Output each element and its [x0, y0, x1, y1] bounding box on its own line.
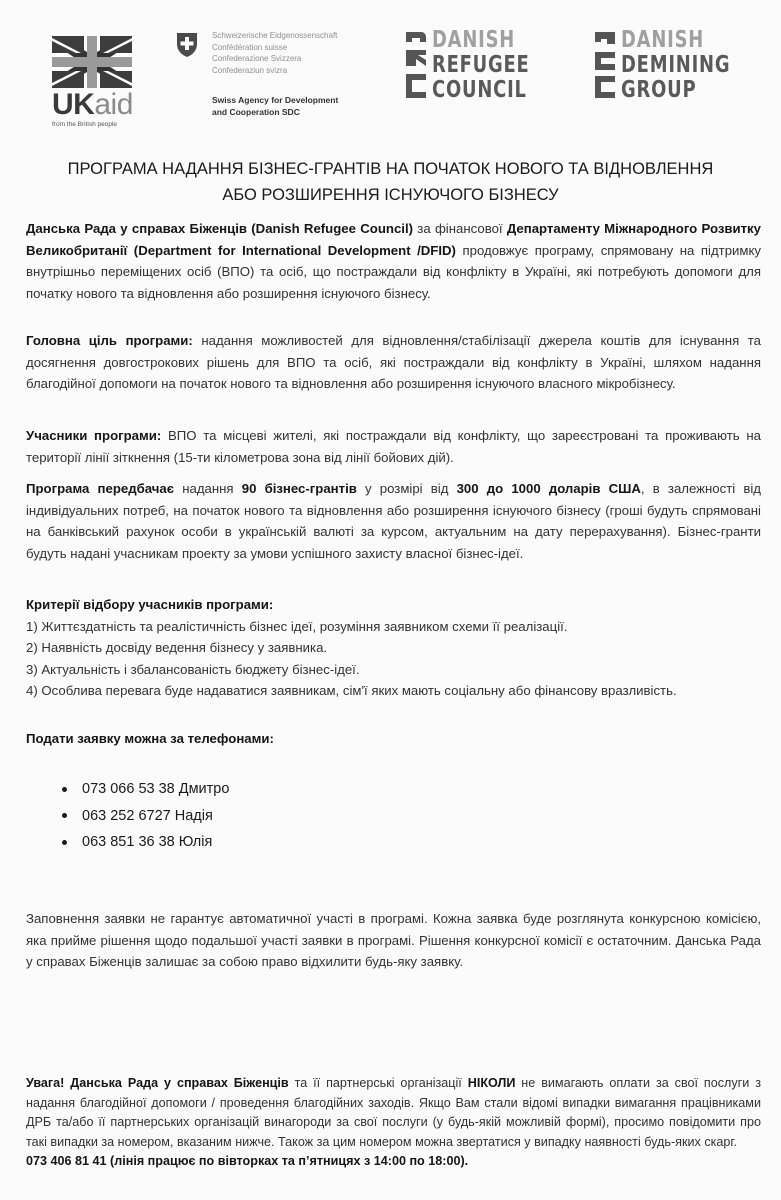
sdc-language-rm: Confederaziun svizra: [212, 65, 288, 75]
grant-count: 90 бізнес-грантів: [241, 481, 357, 496]
sdc-agency-name: [212, 94, 338, 118]
drc-monogram-icon: [404, 28, 428, 104]
participants-label: Учасники програми:: [26, 428, 162, 443]
intro-text-2: продовжує програму, спрямовану на підтримку внутрішньо переміщених осіб (ВПО) та осіб, що постраждали від конфлікту в Україні, які потребують допомоги для початку нового та відновлення або розширення існуючого бізнесу.: [26, 242, 761, 301]
ddg-line-2: DEMINING: [621, 52, 731, 78]
phone-number[interactable]: 073 066 53 38: [82, 781, 175, 797]
program-text-1: надання: [174, 481, 242, 496]
phone-number[interactable]: 063 252 6727: [82, 807, 171, 824]
contact-name: Юлія: [178, 834, 213, 850]
criteria-item: 4) Особлива перевага буде надаватися заявникам, сім'ї яких мають соціальну або фінансову вразливість.: [26, 683, 677, 698]
criteria-heading: Критерії відбору учасників програми:: [26, 597, 274, 612]
goal-label: Головна ціль програми:: [26, 333, 193, 348]
bullet-icon: [62, 813, 67, 818]
program-text-3: , в залежності від індивідуальних потреб, на початок нового та відновлення або розширення існуючого бізнесу (гроші будуть спрямовані на банківський рахунок особи в українській валюті за курсом, актуальним на дату перерахування). Бізнес-гранти будуть надані учасникам проекту за умови успішного захисту власної бізнес-ідеї.: [26, 481, 761, 561]
phone-list-item: [62, 776, 229, 803]
intro-funder-name: Департаменту Міжнародного Розвитку Великобританії (Department for International Development /DFID): [26, 221, 761, 258]
participants-paragraph: [26, 425, 761, 468]
ukaid-uk-text: UK: [52, 88, 95, 121]
warning-text-1: та її партнерські організації: [288, 1076, 468, 1090]
phone-number[interactable]: 063 851 36 38: [82, 834, 175, 850]
drc-logo: [404, 28, 557, 104]
ddg-logo: [593, 28, 761, 104]
application-note-text: Заповнення заявки не гарантує автоматичної участі в програмі. Кожна заявка буде розглянута конкурсною комісією, яка прийме рішення щодо подальшої участі заявки в програмі. Рішення конкурсної комісії є остаточним. Данська Рада у справах Біженців залишає за собою право відхилити будь-яку заявку.: [26, 911, 761, 969]
ddg-monogram-icon: [593, 28, 617, 104]
sdc-languages: [212, 30, 337, 76]
ddg-wordmark: [621, 28, 730, 103]
title-line-2: АБО РОЗШИРЕННЯ ІСНУЮЧОГО БІЗНЕСУ: [222, 186, 559, 204]
document-title: [0, 156, 781, 208]
ddg-line-3: GROUP: [621, 77, 697, 103]
goal-paragraph: [26, 330, 761, 395]
sdc-language-fr: Confédération suisse: [212, 42, 288, 52]
drc-line-2: REFUGEE: [432, 52, 530, 78]
intro-org-name: Данська Рада у справах Біженців (Danish Refugee Council): [26, 221, 413, 236]
intro-paragraph: [26, 218, 761, 304]
ukaid-wordmark: [52, 90, 136, 120]
contact-name: Дмитро: [178, 781, 230, 797]
ddg-line-1: DANISH: [621, 27, 705, 53]
apply-heading-text: Подати заявку можна за телефонами:: [26, 731, 274, 746]
title-line-1: ПРОГРАМА НАДАННЯ БІЗНЕС-ГРАНТІВ НА ПОЧАТОК НОВОГО ТА ВІДНОВЛЕННЯ: [67, 160, 714, 178]
phone-list: [62, 776, 229, 856]
program-text-2: у розмірі від: [356, 481, 457, 496]
criteria-item: 3) Актуальність і збалансованість бюджету бізнес-ідеї.: [26, 661, 360, 677]
goal-text: надання можливостей для відновлення/стабілізації джерела коштів для існування та досягнення довгострокових рішень для ВПО та осіб, які постраждали від конфлікту в Україні, шляхом надання благодійної допомоги на початок нового та відновлення або розширення існуючого власного мікробізнесу.: [26, 333, 761, 391]
sdc-language-de: Schweizerische Eidgenossenschaft: [212, 31, 338, 40]
warning-text-2: не вимагають оплати за свої послуги з надання благодійної допомоги / проведення благодійних заходів. Якщо Вам стали відомі випадки вимагання працівниками ДРБ та/або її партнерських організацій винагороди за свої послуги (у будь-якій можливій формі), просимо повідомити про такі випадки за номером, вказаним нижче. Також за цим номером можна звертатися у випадку наявності будь-яких скарг.: [26, 1076, 762, 1149]
phone-list-item: [62, 803, 229, 830]
phone-list-item: [62, 829, 229, 856]
hotline-number[interactable]: 073 406 81 41 (лінія працює по вівторках та п’ятницях з 14:00 по 18:00).: [26, 1154, 469, 1168]
warning-label: Увага! Данська Рада у справах Біженців: [26, 1076, 289, 1090]
partner-logos: [0, 0, 781, 140]
program-label: Програма передбачає: [26, 481, 175, 496]
participants-text: ВПО та місцеві жителі, які постраждали від конфлікту, що зареєстровані та проживають на території лінії зіткнення (15-ти кілометрова зона від лінії бойових дій).: [26, 428, 761, 465]
sdc-agency-line1: Swiss Agency for Development: [212, 95, 339, 105]
drc-line-1: DANISH: [432, 27, 516, 53]
sdc-agency-line2: and Cooperation SDC: [212, 107, 300, 117]
union-jack-flag-icon: [52, 36, 136, 88]
sdc-language-it: Confederazione Svizzera: [212, 54, 302, 63]
ukaid-logo: [52, 36, 136, 128]
selection-criteria: [26, 594, 761, 702]
warning-paragraph: [26, 1074, 761, 1152]
anti-fraud-warning: [26, 1074, 761, 1172]
bullet-icon: [62, 840, 67, 845]
criteria-item: 1) Життєздатність та реалістичність бізнес ідеї, розуміння заявником схеми її реалізації.: [26, 618, 568, 634]
ukaid-aid-text: aid: [94, 88, 133, 121]
warning-never-emphasis: НІКОЛИ: [467, 1076, 516, 1090]
drc-wordmark: [432, 28, 530, 103]
swiss-cross-shield-icon: [176, 32, 198, 62]
contact-name: Надія: [174, 807, 213, 824]
grant-amount-range: 300 до 1000 доларів США: [456, 481, 641, 496]
application-note: [26, 908, 761, 973]
ukaid-tagline: from the British people: [52, 121, 118, 128]
bullet-icon: [62, 787, 67, 792]
apply-heading: [26, 728, 761, 750]
program-paragraph: [26, 478, 761, 564]
drc-line-3: COUNCIL: [432, 77, 527, 103]
intro-text-1: за фінансової: [413, 221, 507, 236]
criteria-item: 2) Наявність досвіду ведення бізнесу у заявника.: [26, 640, 328, 655]
